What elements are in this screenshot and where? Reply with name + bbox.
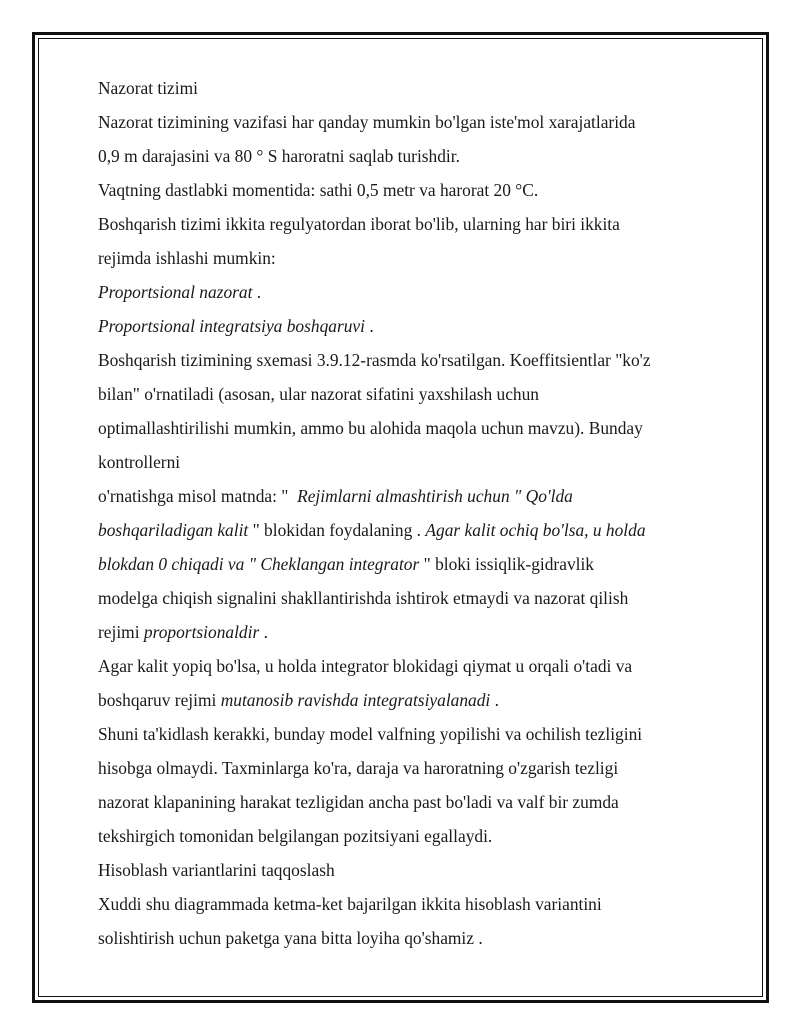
italic-fragment: Rejimlarni almashtirish uchun " Qo'lda [297, 486, 573, 506]
text-line [98, 547, 728, 581]
text-fragment: . [478, 928, 483, 948]
italic-term: Proportsional integratsiya boshqaruvi [98, 316, 365, 336]
text-fragment: . [252, 282, 262, 302]
italic-fragment: proportsionaldir [143, 622, 260, 642]
text-fragment: . [364, 316, 374, 336]
section-heading-control-system: Nazorat tizimi [98, 78, 198, 98]
text-line: Nazorat tizimining vazifasi har qanday mumkin bo'lgan iste'mol xarajatlarida [98, 112, 636, 132]
text-fragment: . [490, 690, 499, 710]
italic-fragment: mutanosib ravishda integratsiyalanadi [220, 690, 491, 710]
text-line: Xuddi shu diagrammada ketma-ket bajarilgan ikkita hisoblash variantini [98, 894, 602, 914]
text-fragment: o'rnatishga misol matnda: " [98, 486, 289, 506]
italic-term: Proportsional nazorat [98, 282, 253, 302]
text-fragment: . [259, 622, 268, 642]
text-line: bilan" o'rnatiladi (asosan, ular nazorat sifatini yaxshilash uchun [98, 384, 540, 404]
section-heading-comparison: Hisoblash variantlarini taqqoslash [98, 860, 335, 880]
text-line: hisobga olmaydi. Taxminlarga ko'ra, daraja va haroratning o'zgarish tezligi [98, 758, 619, 778]
text-line: 0,9 m darajasini va 80 ° S haroratni saqlab turishdir. [98, 146, 460, 166]
text-fragment: " bloki issiqlik-gidravlik [423, 554, 594, 574]
text-line [98, 921, 728, 955]
text-line: Shuni ta'kidlash kerakki, bunday model valfning yopilishi va ochilish tezligini [98, 724, 643, 744]
text-line [98, 479, 728, 513]
text-fragment: rejimi [98, 622, 140, 642]
text-line [98, 615, 728, 649]
text-line: optimallashtirilishi mumkin, ammo bu alohida maqola uchun mavzu). Bunday [98, 418, 643, 438]
text-line: nazorat klapanining harakat tezligidan ancha past bo'ladi va valf bir zumda [98, 792, 619, 812]
text-fragment: " blokidan foydalaning . [252, 520, 422, 540]
text-line: Boshqarish tizimining sxemasi 3.9.12-rasmda ko'rsatilgan. Koeffitsientlar "ko'z [98, 350, 651, 370]
text-line [98, 513, 728, 547]
text-line: tekshirgich tomonidan belgilangan pozitsiyani egallaydi. [98, 826, 493, 846]
text-line: rejimda ishlashi mumkin: [98, 248, 276, 268]
document-body [98, 71, 728, 955]
text-line: kontrollerni [98, 452, 181, 472]
italic-fragment: blokdan 0 chiqadi va " Cheklangan integrator [98, 554, 420, 574]
italic-fragment: boshqariladigan kalit [98, 520, 249, 540]
text-fragment: solishtirish uchun paketga yana bitta loyiha qo'shamiz [98, 928, 474, 948]
text-line: Boshqarish tizimi ikkita regulyatordan iborat bo'lib, ularning har biri ikkita [98, 214, 620, 234]
text-line [98, 683, 728, 717]
text-line: Vaqtning dastlabki momentida: sathi 0,5 metr va harorat 20 °C. [98, 180, 539, 200]
text-fragment: boshqaruv rejimi [98, 690, 217, 710]
text-line: Agar kalit yopiq bo'lsa, u holda integrator blokidagi qiymat u orqali o'tadi va [98, 656, 633, 676]
text-line [98, 275, 728, 309]
text-line: modelga chiqish signalini shakllantirishda ishtirok etmaydi va nazorat qilish [98, 588, 629, 608]
text-line [98, 309, 728, 343]
italic-fragment: Agar kalit ochiq bo'lsa, u holda [425, 520, 646, 540]
